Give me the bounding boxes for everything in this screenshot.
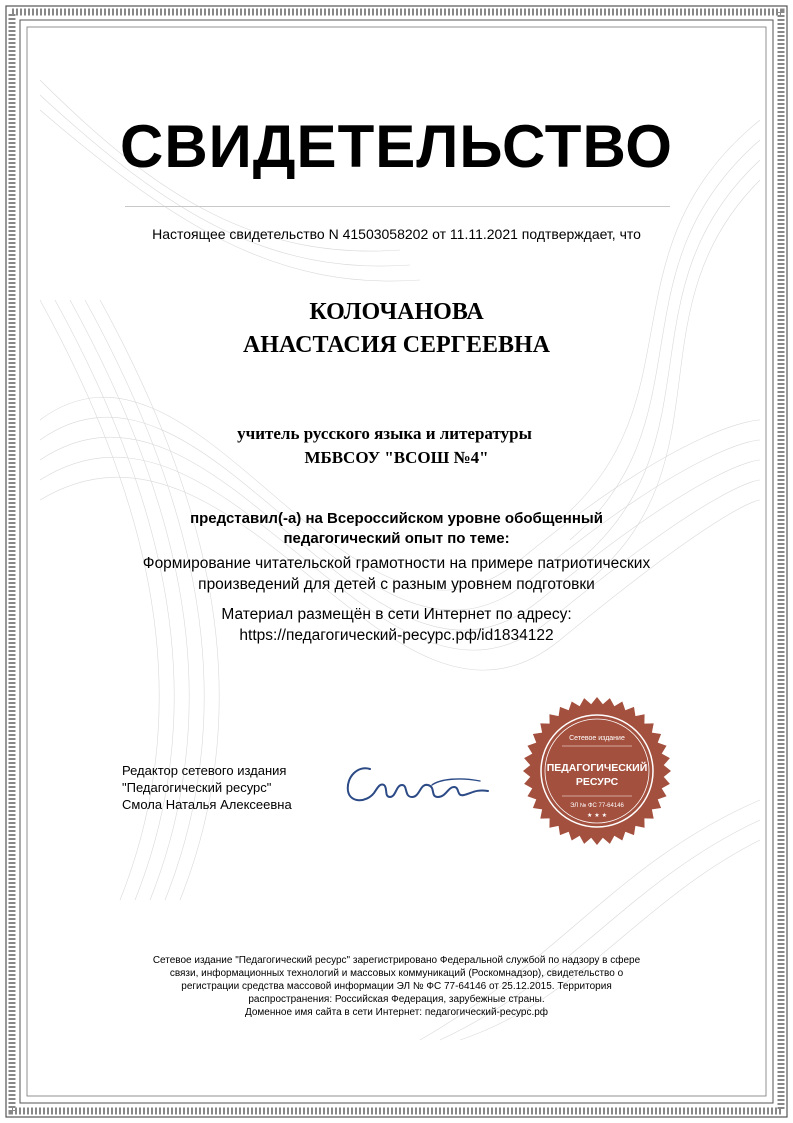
presented-line-2: педагогический опыт по теме: (283, 530, 510, 547)
editor-name: Смола Наталья Алексеевна (122, 797, 292, 812)
title-divider (125, 206, 670, 207)
document-title: СВИДЕТЕЛЬСТВО (120, 113, 673, 180)
seal-top-text: Сетевое издание (569, 735, 625, 742)
seal-registration: ЭЛ № ФС 77-64146 (570, 803, 624, 809)
material-label: Материал размещён в сети Интернет по адресу: (221, 606, 572, 623)
topic-line-2: произведений для детей с разным уровнем подготовки (198, 576, 595, 593)
publisher-seal (522, 696, 672, 846)
footer-line-5: Доменное имя сайта в сети Интернет: педагогический-ресурс.рф (244, 1007, 549, 1018)
topic-line-1: Формирование читательской грамотности на примере патриотических (142, 555, 651, 572)
footer-line-3: регистрации средства массовой информации ЭЛ № ФС 77-64146 от 25.12.2015. Территория (181, 981, 612, 992)
footer-line-4: распространения: Российская Федерация, зарубежные страны. (248, 994, 545, 1005)
material-url[interactable]: https://педагогический-ресурс.рф/id1834122 (239, 627, 554, 644)
recipient-role: учитель русского языка и литературы (237, 424, 532, 443)
recipient-organization: МБВСОУ "ВСОШ №4" (304, 448, 489, 467)
editor-signature (340, 755, 495, 815)
footer-line-2: связи, информационных технологий и массовых коммуникаций (Роскомнадзор), свидетельство о (169, 968, 624, 979)
seal-name-line-2: РЕСУРС (575, 776, 619, 788)
editor-line-2: "Педагогический ресурс" (122, 780, 272, 795)
certificate-intro: Настоящее свидетельство N 41503058202 от 11.11.2021 подтверждает, что (152, 226, 641, 242)
footer-line-1: Сетевое издание "Педагогический ресурс" зарегистрировано Федеральной службой по надзору в сфере (152, 955, 641, 966)
editor-line-1: Редактор сетевого издания (122, 763, 287, 778)
recipient-surname: КОЛОЧАНОВА (309, 299, 484, 325)
seal-name-line-1: ПЕДАГОГИЧЕСКИЙ (546, 762, 648, 774)
presented-line-1: представил(-а) на Всероссийском уровне обобщенный (190, 510, 603, 527)
recipient-given-names: АНАСТАСИЯ СЕРГЕЕВНА (242, 332, 551, 358)
seal-stars: ★ ★ ★ (587, 812, 607, 819)
